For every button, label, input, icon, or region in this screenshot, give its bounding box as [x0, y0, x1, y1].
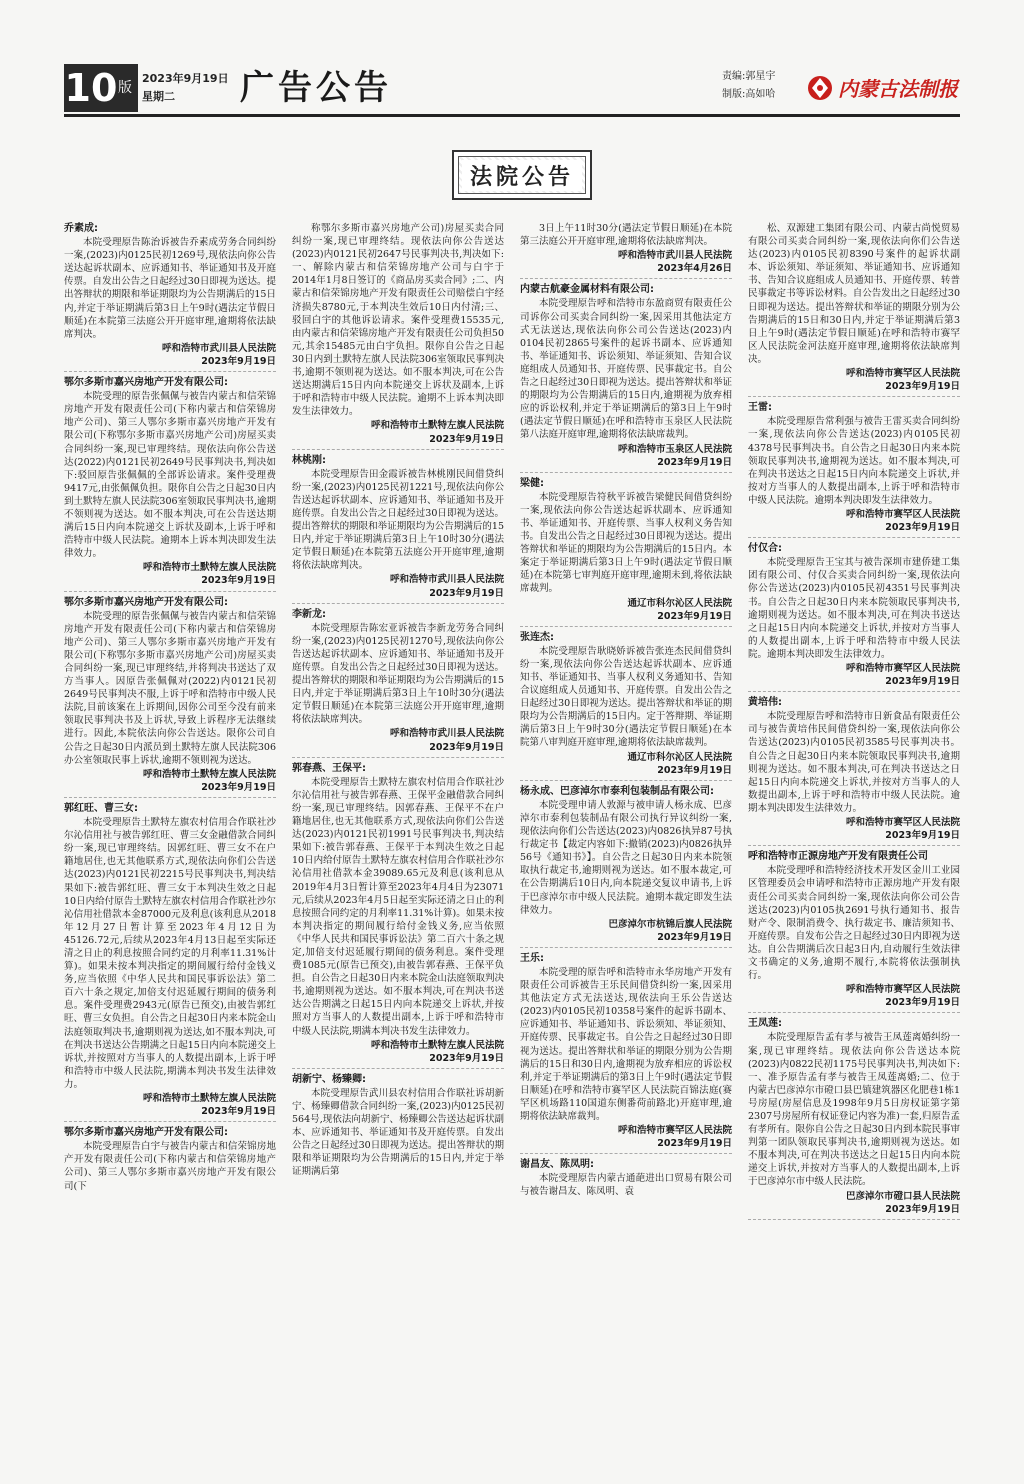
court-notice	[292, 608, 504, 758]
notice-party: 梁健:	[520, 477, 544, 489]
notice-body: 本院受理呼和浩特经济技术开发区金川工业园区管理委员会申请呼和浩特市正源房地产开发有限责任公司买卖合同纠纷一案,现依法向你公司公告送达(2023)内0105执2691号执行通知书、报告财产令、限制消费令、执行裁定书、廉洁须知书、开庭传票。自发布公告之日起经过30日内即视为送达。自公告期满后次日起3日内,自动履行生效法律文书确定的义务,逾期不履行,本院将依法强制执行。	[748, 865, 960, 982]
court-notice	[292, 454, 504, 604]
notice-date: 2023年9月19日	[748, 1203, 960, 1220]
notice-court: 呼和浩特市赛罕区人民法院	[845, 817, 960, 829]
notice-court: 呼和浩特市武川县人民法院	[161, 342, 276, 354]
notice-body: 本院受理原告武川县农村信用合作联社诉胡新宁、杨臻卿借款合同纠纷一案,(2023)内0125民初564号,现依法向胡新宁、杨臻卿公告送达起诉状副本、应诉通知书、举证通知书及开庭传票。自发出公告之日起经过30日即视为送达。提出答辩状的期限和举证期限均为公告期满后的15日内,并定于举证期满后第	[292, 1087, 504, 1178]
court-notice	[292, 762, 504, 1069]
notice-court: 呼和浩特市赛罕区人民法院	[845, 663, 960, 674]
notice-party: 鄂尔多斯市嘉兴房地产开发有限公司:	[64, 596, 228, 608]
notice-court: 呼和浩特市武川县人民法院	[617, 250, 732, 262]
notice-date: 2023年9月19日	[292, 1052, 504, 1069]
notice-body: 本院受理的原告呼和浩特市永华房地产开发有限责任公司诉被告王乐民间借贷纠纷一案,因采用其他法定方式无法送达,现依法向王乐公告送达(2023)内0105民初10358号案件的起诉书副本、应诉通知书、举证通知书、诉讼须知、举证须知、开庭传票、民事裁定书。自公告之日起经过30日即视为送达。提出答辩状和举证的期限分别为公告期满后的15日和30日内,逾期视为放弃相应的诉讼权利,并定于举证期满后的第3日上午9时(遇法定节假日顺延)在呼和浩特市赛罕区人民法院百锦法庭(赛罕区机场路110国道东侧番荷前路北)开庭审理,逾期将依法缺席裁判。	[520, 966, 732, 1122]
notice-body: 本院受理原告王宝其与被告深圳市建侨建工集团有限公司、付仅合买卖合同纠纷一案,现依法向你公告送达(2023)内0105民初4351号民事判决书。自公告之日起30日内来本院领取民事判决书,逾期则视为送达。如不服本判决,可在判决书送达之日起15日内向本院递交上诉状,并按对方当事人的人数提出副本,上诉于呼和浩特市中级人民法院。逾期本判决即发生法律效力。	[748, 557, 960, 660]
notice-party: 内蒙古航豪金属材料有限公司:	[520, 284, 654, 296]
notice-party: 王雷:	[748, 402, 772, 414]
banner-title: 法院公告	[462, 160, 582, 191]
issue-weekday: 星期二	[142, 90, 175, 103]
notice-party: 鄂尔多斯市嘉兴房地产开发有限公司:	[64, 377, 228, 389]
notice-body: 本院受理申请人敦源与被申请人杨永成、巴彦淖尔市泰利包装制品有限公司执行异议纠纷一案,现依法向你们公告送达(2023)内0826执异87号执行裁定书【裁定内容如下:撤销(2023)内0826执异56号《通知书》】。自公告之日起30日内来本院领取执行裁定书,逾期则视为送达。如不服本裁定,可在公告期满后10日内,向本院递交复议申请书,上诉于巴彦淖尔市中级人民法院。逾期本裁定即发生法律效力。	[520, 799, 732, 916]
notice-date: 2023年9月19日	[748, 380, 960, 397]
notice-date: 2023年9月19日	[520, 1137, 732, 1154]
notice-party: 杨永成、巴彦淖尔市泰利包装制品有限公司:	[520, 785, 714, 797]
court-notice	[292, 1073, 504, 1179]
page-number: 10	[64, 66, 118, 110]
court-notice	[64, 1126, 276, 1192]
notice-court: 巴彦淖尔市磴口县人民法院	[845, 1190, 960, 1202]
court-notice	[520, 1158, 732, 1198]
notice-date: 2023年9月19日	[64, 781, 276, 798]
editor-credit: 责编:郭星宇	[722, 71, 776, 82]
notice-party: 胡新宁、杨臻卿:	[292, 1073, 366, 1085]
notice-court: 呼和浩特市赛罕区人民法院	[845, 368, 960, 380]
notice-date: 2023年9月19日	[64, 574, 276, 591]
credits	[722, 68, 775, 104]
notice-court: 呼和浩特市武川县人民法院	[389, 574, 504, 586]
notice-body: 松、双源建工集团有限公司、内蒙古尚悦贸易有限公司买卖合同纠纷一案,现依法向你们公告送达(2023)内0105民初8390号案件的起诉状副本、诉讼须知、举证须知、举证通知书、应诉通知书、告知合议庭组成人员通知书、开庭传票、转普民事裁定书等诉讼材料。自公告发出之日起经过30日即视为送达。提出答辩状和举证的期限分别为公告期满后的15日和30日内,并定于举证期满后第3日上午9时(遇法定节假日顺延)在呼和浩特市赛罕区人民法院金河法庭开庭审理,逾期将依法缺席判决。	[748, 223, 960, 365]
court-notice	[520, 631, 732, 781]
notice-date: 2023年9月19日	[748, 521, 960, 538]
column-1	[64, 222, 276, 1462]
court-notice	[520, 222, 732, 279]
notice-party: 黄培伟:	[748, 697, 782, 709]
newspaper-name: 内蒙古法制报	[838, 77, 958, 101]
notice-court: 呼和浩特市土默特左旗人民法院	[370, 1039, 504, 1051]
notice-party: 郭春燕、王保平:	[292, 762, 366, 774]
notice-date: 2023年9月19日	[520, 456, 732, 473]
newspaper-logo	[804, 70, 960, 106]
notice-party: 王凤莲:	[748, 1018, 782, 1030]
notice-party: 鄂尔多斯市嘉兴房地产开发有限公司:	[64, 1127, 228, 1139]
court-notice	[748, 850, 960, 1013]
issue-date-box	[142, 70, 229, 106]
court-notice	[64, 596, 276, 798]
notice-court: 呼和浩特市赛罕区人民法院	[845, 508, 960, 520]
notice-party: 王乐:	[520, 952, 544, 964]
notice-body: 本院受理的原告张佩佩与被告内蒙古和信荣锦房地产开发有限责任公司(下称内蒙古和信荣锦房地产公司)、第三人鄂尔多斯市嘉兴房地产开发有限公司(下称鄂尔多斯市嘉兴房地产公司)房屋买卖合同纠纷一案,现已审理终结,并将判决书送达了双方当事人。因原告张佩佩对(2022)内0121民初2649号民事判决不服,上诉于呼和浩特市中级人民法院,目前该案在上诉期间,因你公司至今没有前来领取民事判决书及上诉状,导致上诉程序无法继续进行。因此,本院依法向你公告送达。限你公司自公告之日起30日内派员到土默特左旗人民法院306办公室领取民事上诉状,逾期不领则视为送达。	[64, 610, 276, 766]
notice-body: 本院受理的原告张佩佩与被告内蒙古和信荣锦房地产开发有限责任公司(下称内蒙古和信荣锦房地产公司)、第三人鄂尔多斯市嘉兴房地产开发有限公司(下称鄂尔多斯市嘉兴房地产公司)房屋买卖合同纠纷一案,现已审理终结。现依法向你公告送达(2022)内0121民初2649号民事判决书,判决如下:驳回原告张佩佩的全部诉讼请求。案件受理费9417元,由张佩佩负担。限你自公告之日起30日内到土默特左旗人民法院306室领取民事判决书,逾期不领则视为送达。如不服本判决,可在公告送达期满后15日内向本院递交上诉状及副本,上诉于呼和浩特市中级人民法院。逾期本上诉本判决即发生法律效力。	[64, 391, 276, 560]
court-notice	[520, 283, 732, 472]
notice-body: 本院受理原告内蒙古通葩进出口贸易有限公司与被告谢昌友、陈凤明、袁	[520, 1173, 732, 1198]
notice-court: 呼和浩特市土默特左旗人民法院	[142, 1093, 276, 1104]
notice-court: 通辽市科尔沁区人民法院	[627, 751, 732, 763]
notice-body: 称鄂尔多斯市嘉兴房地产公司)房屋买卖合同纠纷一案,现已审理终结。现依法向你公告送达(2023)内0121民初2647号民事判决书,判决如下:一、解除内蒙古和信荣锦房地产公司与白宇于2014年1月8日签订的《商品房买卖合同》;二、内蒙古和信荣锦房地产开发有限责任公司赔偿白宇经济损失8780元,于本判决生效后10日内付清;三、驳回白宇的其他诉讼请求。案件受理费15535元,由内蒙古和信荣锦房地产开发有限责任公司负担50元,其余15485元由白宇负担。限你自公告之日起30日内到土默特左旗人民法院306室领取民事判决书,逾期不领则视为送达。如不服本判决,可在公告送达期满后15日内向本院递交上诉状及副本,上诉于呼和浩特市中级人民法院。逾期不上诉本判决即发生法律效力。	[292, 223, 504, 418]
notice-party: 付仅合:	[748, 543, 782, 555]
notice-court: 呼和浩特市玉泉区人民法院	[617, 443, 732, 455]
notice-body: 本院受理原告耿晓娇诉被告张连杰民间借贷纠纷一案,现依法向你公告送达起诉状副本、应诉通知书、举证通知书、当事人权利义务通知书、告知合议庭组成人员通知书、开庭传票。自发出公告之日起经过30日即视为送达。提出答辩状和举证的期限均为公告期满后的15日内。定于答辩期、举证期满后第3日上午9时30分(遇法定节假日顺延)在本院第八审判庭开庭审理,逾期将依法缺席裁判。	[520, 645, 732, 749]
court-notice	[64, 222, 276, 372]
issue-date: 2023年9月19日	[142, 72, 229, 85]
notice-date: 2023年9月19日	[520, 931, 732, 948]
notice-body: 本院受理原告呼和浩特市东盈商贸有限责任公司诉你公司买卖合同纠纷一案,因采用其他法定方式无法送达,现依法向你公司公告送达(2023)内0104民初2865号案件的起诉书副本、应诉通知书、举证通知书、诉讼须知、举证须知、告知合议庭组成人员通知书、开庭传票、民事裁定书。自公告之日起经过30日即视为送达。提出答辩状和举证的期限均为公告期满后的15日内,逾期视为放弃相应的诉讼权利,并定于举证期满后的第3日上午9时(遇法定节假日顺延)在呼和浩特市玉泉区人民法院第八法庭开庭审理,逾期将依法缺席裁判。	[520, 298, 732, 441]
notice-date: 2023年4月26日	[520, 262, 732, 279]
column-4	[748, 222, 960, 1462]
notice-court: 通辽市科尔沁区人民法院	[627, 597, 732, 609]
court-notice	[748, 542, 960, 692]
notice-party: 郭红旺、曹三女:	[64, 802, 138, 814]
header-rule	[64, 114, 960, 117]
notice-party: 谢昌友、陈凤明:	[520, 1159, 594, 1171]
notice-court: 呼和浩特市土默特左旗人民法院	[142, 562, 276, 574]
court-notice	[64, 802, 276, 1122]
notice-court: 呼和浩特市土默特左旗人民法院	[370, 420, 504, 432]
notice-date: 2023年9月19日	[292, 587, 504, 604]
court-notice	[748, 696, 960, 846]
notice-party: 张连杰:	[520, 631, 554, 643]
notice-date: 2023年9月19日	[520, 610, 732, 627]
notice-body: 本院受理原告土默特左旗农村信用合作联社沙尔沁信用社与被告郭春燕、王保平金融借款合同纠纷一案,现已审理终结。因郭春燕、王保平不在户籍地居住,也无其他联系方式,现依法向你们公告送达(2023)内0121民初1991号民事判决书,判决结果如下:被告郭春燕、王保平于本判决生效之日起10日内给付原告土默特左旗农村信用合作联社沙尔沁信用社借款本金39089.65元及利息(该利息从2019年4月3日暂计算至2023年4月4日为23071元,后续从2023年4月5日起至实际还清之日止的利息按照合同约定的月利率11.31%计算)。如果未按本判决指定的期间履行给付金钱义务,应当依照《中华人民共和国民事诉讼法》第二百六十条之规定,加倍支付迟延履行期间的债务利息。案件受理费1085元(原告已预交),由被告郭春燕、王保平负担。自公告之日起30日内来本院金山法庭领取判决书,逾期则视为送达。如不服本判决,可在判决书送达公告期满之日起15日内向本院递交上诉状,并按照对方当事人的人数提出副本,上诉于呼和浩特市中级人民法院,期满本判决书发生法律效力。	[292, 776, 504, 1037]
notice-body: 本院受理原告孟有孝与被告王凤莲离婚纠纷一案,现已审理终结。现依法向你公告送达本院(2023)内0822民初1175号民事判决书,判决如下:一、准予原告孟有孝与被告王凤莲离婚;二、位于内蒙古巴彦淖尔市磴口县巴镇建筑器区化肥巷1栋1号房屋(房屋信息及1998年9月5日房权证第字第2307号房屋所有权证登记内容为准)一套,归原告孟有孝所有。限你自公告之日起30日内到本院民事审判第一团队领取民事判决书,逾期则视为送达。如不服本判决,可在判决书送达之日起15日内向本院递交上诉状,并按对方当事人的人数提出副本,上诉于巴彦淖尔市中级人民法院。	[748, 1032, 960, 1188]
court-notice	[748, 401, 960, 538]
section-title: 广告公告	[240, 68, 392, 108]
page-suffix: 版	[118, 64, 138, 112]
notice-court: 呼和浩特市武川县人民法院	[389, 728, 504, 740]
notice-body: 本院受理原告常利强与被告王雷买卖合同纠纷一案,现依法向你公告送达(2023)内0105民初4378号民事判决书。自公告之日起30日内来本院领取民事判决书,逾期视为送达。如不服本判决,可在判决书送达之日起15日内向本院递交上诉状,并按对方当事人的人数提出副本,上诉于呼和浩特市中级人民法院。逾期本判决即发生法律效力。	[748, 416, 960, 506]
notice-body: 本院受理原告土默特左旗农村信用合作联社沙尔沁信用社与被告郭红旺、曹三女金融借款合同纠纷一案,现已审理终结。因郭红旺、曹三女不在户籍地居住,也无其他联系方式,现依法向你们公告送达(2023)内0121民初2215号民事判决书,判决结果如下:被告郭红旺、曹三女于本判决生效之日起10日内给付原告土默特左旗农村信用合作联社沙尔沁信用社借款本金87000元及利息(该利息从2018年12月27日暂计算至2023年4月12日为45126.72元,后续从2023年4月13日起至实际还清之日止的利息按照合同约定的月利率11.31%计算)。如果未按本判决指定的期间履行给付金钱义务,应当依照《中华人民共和国民事诉讼法》第二百六十条之规定,加倍支付迟延履行期间的债务利息。案件受理费2943元(原告已预交),由被告郭红旺、曹三女负担。自公告之日起30日内来本院金山法庭领取判决书,逾期则视为送达,如不服本判决,可在判决书送达公告期满之日起15日内向本院递交上诉状,并按照对方当事人的人数提出副本,上诉于呼和浩特市中级人民法院,期满本判决书发生法律效力。	[64, 817, 276, 1090]
court-notice	[520, 952, 732, 1154]
court-notice	[64, 376, 276, 592]
notice-date: 2023年9月19日	[292, 741, 504, 758]
notice-body: 本院受理原告白宇与被告内蒙古和信荣锦房地产开发有限责任公司(下称内蒙古和信荣锦房地产公司)、第三人鄂尔多斯市嘉兴房地产开发有限公司(下	[64, 1141, 276, 1192]
notice-party: 呼和浩特市正源房地产开发有限责任公司	[748, 851, 928, 863]
notice-body: 本院受理原告符秋平诉被告梁健民间借贷纠纷一案,现依法向你公告送达起诉状副本、应诉通知书、举证通知书、开庭传票、当事人权利义务告知书。自发出公告之日起经过30日即视为送达。提出答辩状和举证的期限均为公告期满后的15日内。本案定于举证期满后第3日上午9时(遇法定节假日顺延)在本院第七审判庭开庭审理,逾期未到,将依法缺席裁判。	[520, 491, 732, 595]
masthead	[64, 64, 960, 120]
notice-body: 3日上午11时30分(遇法定节假日顺延)在本院第三法庭公开开庭审理,逾期将依法缺席判决。	[520, 223, 732, 248]
court-notice	[520, 477, 732, 627]
court-notice-banner	[452, 150, 592, 200]
producer-credit: 制版:高如哈	[722, 89, 776, 100]
notice-party: 林桃刚:	[292, 454, 326, 466]
court-notice	[748, 222, 960, 397]
notice-court: 呼和浩特市土默特左旗人民法院	[142, 768, 276, 780]
banner-frame	[458, 156, 586, 194]
notice-body: 本院受理原告陈治诉被告乔素成劳务合同纠纷一案,(2023)内0125民初1269号,现依法向你公告送达起诉状副本、应诉通知书、举证通知书及开庭传票。自发出公告之日起经过30日即视为送达。提出答辩状的期限和举证期限均为公告期满后的15日内,并定于举证期满后第3日上午9时(遇法定节假日顺延)在本院第三法庭公开开庭审理,逾期将依法缺席判决。	[64, 237, 276, 340]
notice-columns	[64, 222, 960, 1462]
notice-date: 2023年9月19日	[64, 355, 276, 372]
notice-date: 2023年9月19日	[748, 675, 960, 692]
notice-date: 2023年9月19日	[292, 433, 504, 450]
column-2	[292, 222, 504, 1462]
notice-date: 2023年9月19日	[64, 1105, 276, 1122]
column-3	[520, 222, 732, 1462]
notice-body: 本院受理原告田金霞诉被告林桃刚民间借贷纠纷一案,(2023)内0125民初1221号,现依法向你公告送达起诉状副本、应诉通知书、举证通知书及开庭传票。自发出公告之日起经过30日即视为送达。提出答辩状的期限和举证期限均为公告期满后的15日内,并定于举证期满后第3日上午10时30分(遇法定节假日顺延)在本院第五法庭公开开庭审理,逾期将依法缺席判决。	[292, 468, 504, 572]
court-notice	[292, 222, 504, 450]
notice-court: 呼和浩特市赛罕区人民法院	[617, 1125, 732, 1137]
notice-court: 巴彦淖尔市杭锦后旗人民法院	[608, 918, 732, 930]
court-notice	[520, 785, 732, 948]
notice-date: 2023年9月19日	[520, 764, 732, 781]
notice-date: 2023年9月19日	[748, 996, 960, 1013]
notice-body: 本院受理原告呼和浩特市日新食品有限责任公司与被告黄培伟民间借贷纠纷一案,现依法向你公告送达(2023)内0105民初3585号民事判决书。自公告之日起30日内来本院领取民事判决书,逾期则视为送达。如不服本判决,可在判决书送达之日起15日内向本院递交上诉状,并按对方当事人的人数提出副本,上诉于呼和浩特市中级人民法院。逾期本判决即发生法律效力。	[748, 711, 960, 814]
notice-party: 李新龙:	[292, 608, 326, 620]
notice-court: 呼和浩特市赛罕区人民法院	[845, 984, 960, 996]
notice-body: 本院受理原告陈宏亚诉被告李新龙劳务合同纠纷一案,(2023)内0125民初1270号,现依法向你公告送达起诉状副本、应诉通知书、举证通知书及开庭传票。自发出公告之日起经过30日即视为送达。提出答辩状的期限和举证期限均为公告期满后的15日内,并定于举证期满后第3日上午10时30分(遇法定节假日顺延)在本院第三法庭公开开庭审理,逾期将依法缺席判决。	[292, 622, 504, 726]
notice-date: 2023年9月19日	[748, 829, 960, 846]
notice-party: 乔素成:	[64, 223, 98, 234]
court-notice	[748, 1017, 960, 1219]
